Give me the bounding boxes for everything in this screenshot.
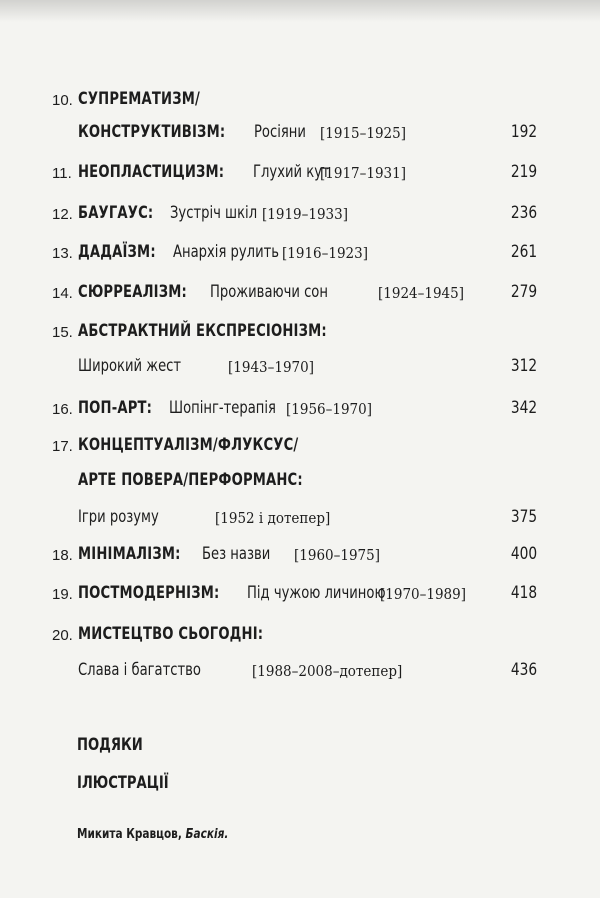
- entry-subtitle: Слава і багатство: [78, 660, 201, 680]
- entry-page: 375: [510, 507, 537, 527]
- entry-number: 18.: [52, 547, 73, 564]
- entry-title: СУПРЕМАТИЗМ/: [78, 89, 200, 109]
- entry-years: [1952 і дотепер]: [215, 509, 331, 527]
- entry-subtitle: Анархія рулить: [173, 242, 280, 262]
- entry-page: 400: [510, 544, 537, 564]
- entry-number: 11.: [52, 165, 72, 182]
- entry-page: 312: [510, 356, 537, 376]
- entry-subtitle: Ігри розуму: [78, 507, 159, 527]
- entry-years: [1917–1931]: [320, 164, 407, 182]
- entry-page: 219: [510, 162, 537, 182]
- entry-number: 19.: [52, 586, 73, 603]
- entry-title: АБСТРАКТНИЙ ЕКСПРЕСІОНІЗМ:: [78, 321, 327, 341]
- entry-title: ПОП-АРТ:: [78, 398, 153, 418]
- entry-title: НЕОПЛАСТИЦИЗМ:: [78, 162, 225, 182]
- entry-subtitle: Глухий кут: [252, 162, 330, 182]
- entry-number: 10.: [52, 92, 73, 109]
- acknowledgements-heading: ПОДЯКИ: [77, 735, 143, 755]
- entry-subtitle: Зустріч шкіл: [170, 203, 258, 223]
- entry-years: [1915–1925]: [320, 124, 407, 142]
- entry-years: [1919–1933]: [262, 205, 349, 223]
- entry-title: МІНІМАЛІЗМ:: [78, 544, 181, 564]
- entry-title-cont: КОНСТРУКТИВІЗМ:: [78, 122, 226, 142]
- entry-page: 279: [510, 282, 537, 302]
- entry-number: 12.: [52, 206, 73, 223]
- credit-name: Микита Кравцов,: [77, 827, 182, 842]
- entry-number: 20.: [52, 627, 73, 644]
- entry-title: МИСТЕЦТВО СЬОГОДНІ:: [78, 624, 264, 644]
- entry-title-cont: АРТЕ ПОВЕРА/ПЕРФОРМАНС:: [78, 470, 303, 490]
- illustration-credit: [77, 827, 228, 842]
- entry-page: 418: [510, 583, 537, 603]
- entry-subtitle: Під чужою личиною: [247, 583, 386, 603]
- entry-years: [1970–1989]: [380, 585, 467, 603]
- entry-title: ДАДАЇЗМ:: [78, 242, 156, 262]
- entry-number: 15.: [52, 324, 73, 341]
- entry-years: [1956–1970]: [286, 400, 373, 418]
- entry-title: КОНЦЕПТУАЛІЗМ/ФЛУКСУС/: [78, 435, 299, 455]
- entry-title: БАУГАУС:: [78, 203, 154, 223]
- entry-subtitle: Без назви: [202, 544, 271, 564]
- entry-subtitle: Широкий жест: [78, 356, 182, 376]
- entry-page: 192: [510, 122, 537, 142]
- entry-number: 17.: [52, 438, 73, 455]
- entry-page: 261: [510, 242, 537, 262]
- entry-number: 16.: [52, 401, 73, 418]
- entry-title: ПОСТМОДЕРНІЗМ:: [78, 583, 220, 603]
- entry-subtitle: Проживаючи сон: [209, 282, 328, 302]
- entry-page: 236: [510, 203, 537, 223]
- entry-number: 14.: [52, 285, 73, 302]
- entry-years: [1960–1975]: [294, 546, 381, 564]
- entry-years: [1943–1970]: [228, 358, 315, 376]
- credit-work: Баскія.: [185, 827, 229, 842]
- illustrations-heading: ІЛЮСТРАЦІЇ: [77, 773, 169, 793]
- entry-subtitle: Росіяни: [254, 122, 307, 142]
- entry-years: [1924–1945]: [378, 284, 465, 302]
- entry-years: [1916–1923]: [282, 244, 369, 262]
- entry-subtitle: Шопінг-терапія: [169, 398, 276, 418]
- entry-title: СЮРРЕАЛІЗМ:: [78, 282, 187, 302]
- entry-page: 436: [510, 660, 537, 680]
- page-edge: [0, 0, 600, 22]
- entry-page: 342: [510, 398, 537, 418]
- entry-years: [1988–2008–дотепер]: [252, 662, 403, 680]
- entry-number: 13.: [52, 245, 73, 262]
